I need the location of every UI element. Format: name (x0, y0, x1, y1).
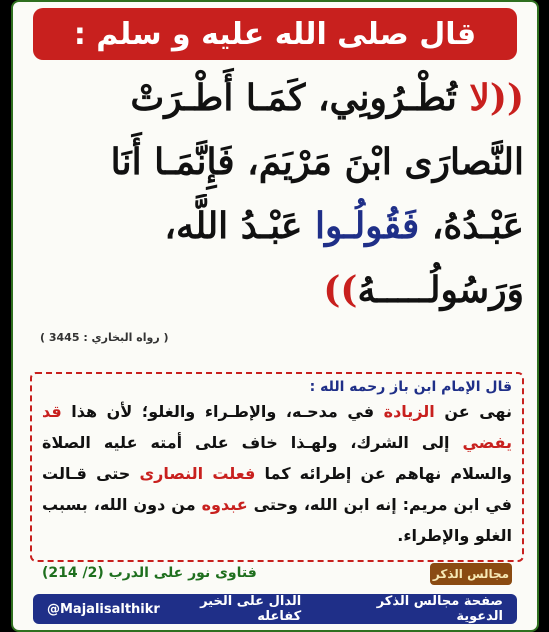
title-text: قال صلى الله عليه و سلم : (73, 16, 477, 52)
hadith-line-1-rest: تُطْـرُونِي، كَمَـا أَطْـرَتْ (130, 77, 470, 119)
hadith-line-1 (24, 66, 524, 130)
title-banner (33, 8, 517, 60)
footer-bar (33, 594, 517, 624)
hadith-line-3-b: فَقُولُـوا (315, 205, 420, 247)
commentary-seg-1: نهى عن (434, 402, 512, 421)
footer-right (160, 594, 503, 624)
hadith-line-4 (204, 258, 524, 322)
social-handle[interactable]: @Majalisalthikr (47, 601, 160, 617)
hadith-text (24, 66, 524, 346)
majalis-badge: مجالس الذكر (430, 563, 512, 585)
hadith-source: ( رواه البخاري : 3445 ) (40, 331, 169, 344)
close-quote: )) (323, 269, 358, 311)
commentary-ziyada: الزيادة (383, 402, 435, 421)
fatwa-source: فتاوى نور على الدرب (2/ 214) (42, 565, 257, 581)
commentary-seg-3: إلى الشرك، ولهـذا خاف على أمته عليه الصلاة والسلام نهاهم عن إطرائه كما (42, 433, 512, 483)
hadith-line-2: النَّصارَى ابْنَ مَرْيَمَ، فَإِنَّمَـا أَنَا (110, 141, 524, 183)
commentary-seg-4: حتى قـالت في ابن مريم: إنه ابن الله، وحتى (42, 464, 512, 514)
open-quote: (( (489, 77, 524, 119)
hadith-line-3-c: عَبْـدُ اللَّه، (164, 205, 316, 247)
hadith-line-4-text: وَرَسُولُـــــهُ (357, 269, 524, 311)
hadith-line-3-a: عَبْـدُهُ، (419, 205, 524, 247)
commentary-faalat: فعلت النصارى (139, 464, 256, 483)
commentary-yufdi: يفضي (462, 433, 512, 452)
commentary-abaduh: عبدوه (201, 495, 248, 514)
footer-page-name: صفحة مجالس الذكر الدعوية (376, 594, 503, 624)
commentary-qad: قد (42, 402, 62, 421)
commentary-seg-2: في مدحـه، والإطـراء والغلو؛ لأن هذا (61, 402, 384, 421)
hadith-la: لا (469, 77, 490, 119)
commentary-box (30, 372, 524, 562)
footer-slogan: الدال على الخير كفاعله (200, 594, 302, 624)
commentary-heading: قال الإمام ابن باز رحمه الله : (309, 379, 512, 395)
commentary-seg-5: من دون الله، بسبب الغلو والإطراء. (42, 495, 512, 545)
hadith-line-3 (24, 194, 524, 258)
commentary-body (42, 396, 512, 551)
